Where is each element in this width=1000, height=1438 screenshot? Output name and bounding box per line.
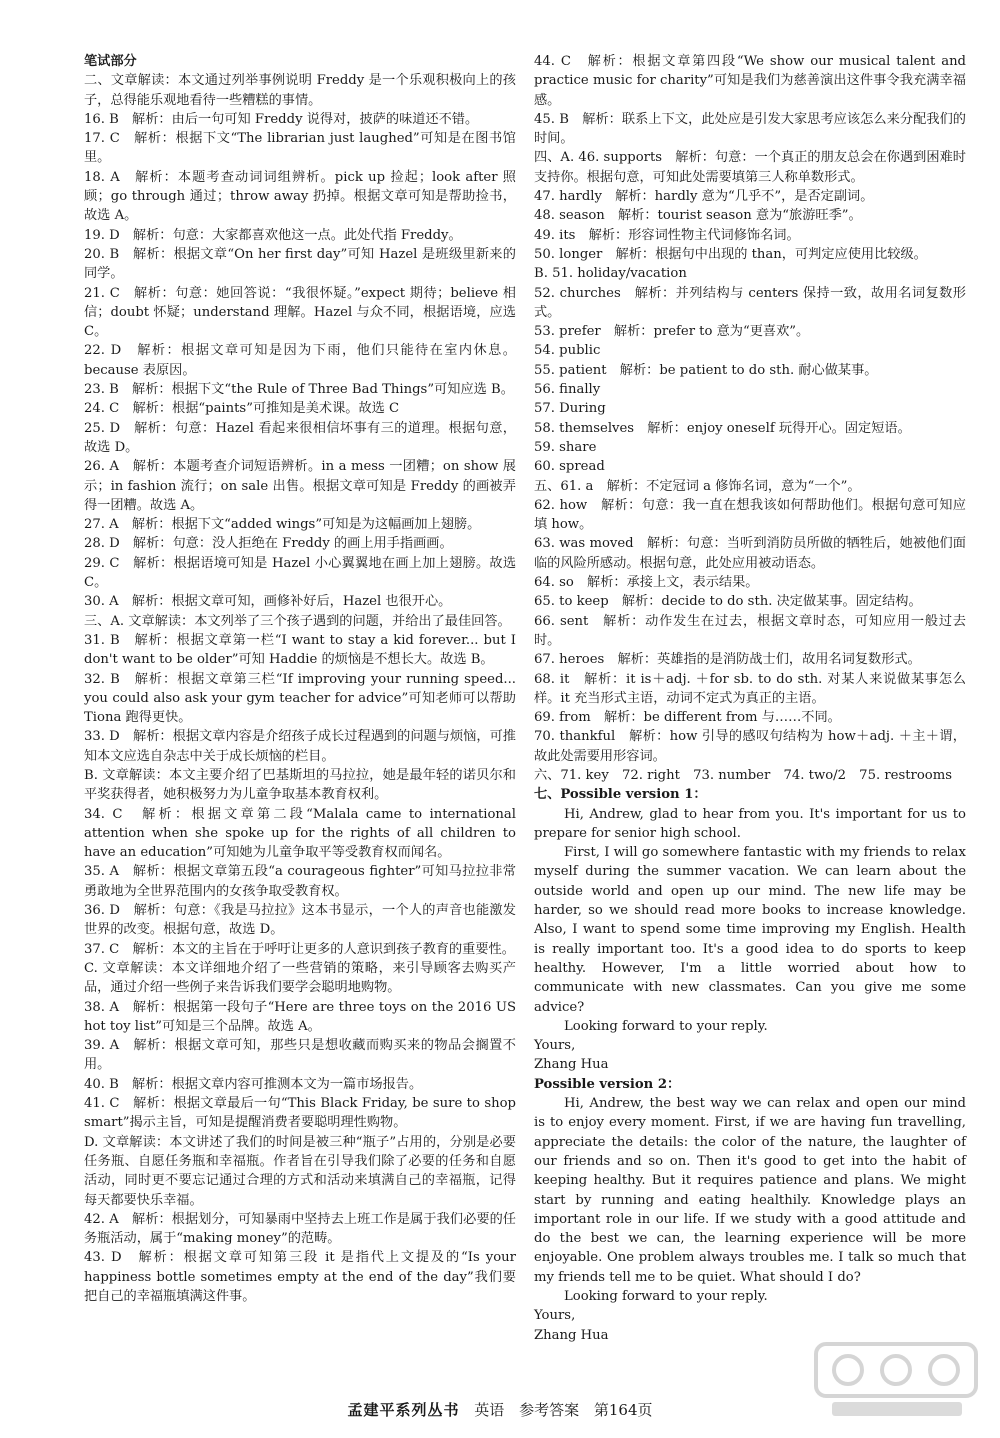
right-paragraph: 63. was moved 解析：句意：当听到消防员所做的牺牲后，她被他们面临的风险所感动。根据句意，此处应用被动语态。: [534, 536, 966, 571]
right-paragraph: 65. to keep 解析：decide to do sth. 决定做某事。固定结构。: [534, 594, 922, 610]
left-paragraph: 二、文章解读：本文通过列举事例说明 Freddy 是一个乐观积极向上的孩子，总得能乐观地看待一些糟糕的事情。: [84, 73, 516, 108]
right-paragraph: 52. churches 解析：并列结构与 centers 保持一致，故用名词复数形式。: [534, 285, 966, 320]
right-paragraph: B. 51. holiday/vacation: [534, 266, 687, 282]
right-paragraph: 64. so 解析：承接上文，表示结果。: [534, 575, 759, 591]
right-paragraph: 54. public: [534, 343, 601, 359]
footer-series: 孟建平系列丛书: [347, 1401, 460, 1419]
left-paragraph: C. 文章解读：本文详细地介绍了一些营销的策略，来引导顾客去购买产品，通过介绍一些例子来告诉我们要学会聪明地购物。: [84, 960, 516, 996]
left-paragraph: 29. C 解析：根据语境可知是 Hazel 小心翼翼地在画上加上翅膀。故选 C。: [84, 555, 516, 591]
left-paragraph: 26. A 解析：本题考查介词短语辨析。in a mess 一团糟；on show 展示；in fashion 流行；on sale 出售。根据文章可知是 Freddy 的画被弄得一团糟。故选 A。: [84, 459, 516, 513]
left-paragraph: 18. A 解析：本题考查动词词组辨析。pick up 捡起；look after 照顾；go through 通过；throw away 扔掉。根据文章可知是帮助捡书，故选 A。: [84, 169, 516, 224]
right-paragraph: 45. B 解析：联系上下文，此处应是引发大家思考应该怎么来分配我们的时间。: [534, 111, 966, 147]
footer-section: 参考答案: [519, 1401, 580, 1419]
left-paragraph: 27. A 解析：根据下文“added wings”可知是为这幅画加上翅膀。: [84, 517, 481, 533]
right-paragraph: 50. longer 解析：根据句中出现的 than，可判定应使用比较级。: [534, 246, 927, 262]
left-paragraph: 31. B 解析：根据文章第一栏“I want to stay a kid forever... but I don't want to be older”可知 Haddie 的烦恼是不想长大。故选 B。: [84, 632, 516, 668]
right-paragraph: 47. hardly 解析：hardly 意为“几乎不”，是否定副词。: [534, 189, 874, 205]
left-paragraph: 41. C 解析：根据文章最后一句“This Black Friday, be sure to shop smart”揭示主旨，可知是提醒消费者要聪明理性购物。: [84, 1096, 516, 1131]
right-paragraph: 68. it 解析：it is＋adj. ＋for sb. to do sth. 对某人来说做某事怎么样。it 充当形式主语，动词不定式为真正的主语。: [534, 671, 966, 706]
left-paragraph: 36. D 解析：句意：《我是马拉拉》这本书显示，一个人的声音也能激发世界的改变。根据句意，故选 D。: [84, 903, 516, 938]
right-paragraph: 56. finally: [534, 382, 601, 398]
right-paragraph: 七、Possible version 1：: [534, 787, 707, 803]
right-paragraph: 70. thankful 解析：how 引导的感叹句结构为 how＋adj. ＋主＋谓，故此处需要用形容词。: [534, 729, 966, 764]
right-paragraph: Possible version 2：: [534, 1076, 681, 1092]
right-paragraph: Yours,: [534, 1038, 576, 1054]
right-paragraph: 44. C 解析：根据文章第四段“We show our musical talent and practice music for charity”可知是我们为慈善演出这件事令我充满幸福感。: [534, 54, 966, 108]
right-paragraph: Zhang Hua: [534, 1327, 609, 1343]
left-paragraph: 笔试部分: [84, 54, 137, 69]
right-paragraph: 58. themselves 解析：enjoy oneself 玩得开心。固定短语。: [534, 420, 911, 436]
right-paragraph: 六、71. key 72. right 73. number 74. two/2 75. restrooms: [534, 767, 952, 783]
right-paragraph: 53. prefer 解析：prefer to 意为“更喜欢”。: [534, 324, 810, 340]
right-paragraph: 66. sent 解析：动作发生在过去，根据文章时态，可知应用一般过去时。: [534, 613, 966, 648]
right-paragraph: Hi, Andrew, glad to hear from you. It's important for us to prepare for senior high school.: [534, 806, 966, 841]
right-paragraph: 49. its 解析：形容词性物主代词修饰名词。: [534, 227, 800, 243]
left-paragraph: 16. B 解析：由后一句可知 Freddy 说得对，披萨的味道还不错。: [84, 111, 479, 127]
left-paragraph: 38. A 解析：根据第一段句子“Here are three toys on the 2016 US hot toy list”可知是三个品牌。故选 A。: [84, 999, 516, 1034]
right-paragraph: Looking forward to your reply.: [564, 1289, 768, 1304]
right-paragraph: 五、61. a 解析：不定冠词 a 修饰名词，意为“一个”。: [534, 478, 861, 494]
left-paragraph: 33. D 解析：根据文章内容是介绍孩子成长过程遇到的问题与烦恼，可推知本文应选自杂志中关于成长烦恼的栏目。: [84, 729, 516, 764]
left-column: [84, 52, 516, 1306]
left-paragraph: 39. A 解析：根据文章可知，那些只是想收藏而购买来的物品会搁置不用。: [84, 1038, 516, 1073]
left-paragraph: 32. B 解析：根据文章第三栏“If improving your running speed... you could also ask your gym teacher for advice”可知老师可以帮助 Tiona 跑得更快。: [84, 671, 516, 726]
left-paragraph: 42. A 解析：根据划分，可知暴雨中坚持去上班工作是属于我们必要的任务瓶活动，属于“making money”的范畴。: [84, 1211, 516, 1247]
right-paragraph: Yours,: [534, 1308, 576, 1324]
left-paragraph: 21. C 解析：句意：她回答说：“我很怀疑。”expect 期待；believe 相信；doubt 怀疑；understand 理解。Hazel 与众不同，根据语境，应选 C。: [84, 285, 516, 340]
footer-page-number: 第164页: [593, 1401, 653, 1419]
left-paragraph: 43. D 解析：根据文章可知第三段 it 是指代上文提及的“Is your happiness bottle sometimes empty at the end of the day”我们要把自己的幸福瓶填满这件事。: [84, 1250, 516, 1304]
right-paragraph: 67. heroes 解析：英雄指的是消防战士们，故用名词复数形式。: [534, 652, 921, 668]
left-paragraph: 19. D 解析：句意：大家都喜欢他这一点。此处代指 Freddy。: [84, 227, 462, 243]
left-paragraph: 三、A. 文章解读：本文列举了三个孩子遇到的问题，并给出了最佳回答。: [84, 613, 511, 629]
right-paragraph: 57. During: [534, 401, 606, 417]
left-paragraph: B. 文章解读：本文主要介绍了巴基斯坦的马拉拉，她是最年轻的诺贝尔和平奖获得者，她积极努力为儿童争取基本教育权利。: [84, 767, 516, 803]
right-paragraph: First, I will go somewhere fantastic with my friends to relax myself during the summer vacation. We can learn about the outside world and open up our mind. The new life may be harder, so we should read more books to increase knowledge. Also, I want to spend some time improving my English. Health is really important too. It's a good idea to do sports to keep healthy. However, I'm a little worried about how to communicate with new classmates. Can you give me some advice?: [534, 845, 966, 1015]
left-paragraph: D. 文章解读：本文讲述了我们的时间是被三种“瓶子”占用的，分别是必要任务瓶、自愿任务瓶和幸福瓶。作者旨在引导我们除了必要的任务和自愿活动，同时更不要忘记通过合理的方式和活动来填满自己的幸福瓶，记得每天都要快乐幸福。: [84, 1134, 516, 1208]
left-paragraph: 23. B 解析：根据下文“the Rule of Three Bad Things”可知应选 B。: [84, 382, 514, 398]
right-paragraph: Hi, Andrew, the best way we can relax and open our mind is to enjoy every moment. First, if we are having fun travelling, appreciate the details: the color of the nature, the laughter of our friends and so on. Then it's good to get into the habit of keeping healthy. But it requires patience and plans. We might start by running and eating healthily. Knowledge plays an important role in our life. If we study with a good attitude and do the best we can, the learning experience will be more enjoyable. One problem always troubles me. I talk so much that my friends tell me to be quiet. What should I do?: [534, 1096, 966, 1285]
left-paragraph: 34. C 解析：根据文章第二段“Malala came to international attention when she spoke up for the rights of all children to have an education”可知她为儿童争取平等受教育权而闻名。: [84, 806, 516, 861]
left-paragraph: 35. A 解析：根据文章第五段“a courageous fighter”可知马拉拉非常勇敢地为全世界范围内的女孩争取受教育权。: [84, 864, 516, 899]
left-paragraph: 28. D 解析：句意：没人拒绝在 Freddy 的画上用手指画画。: [84, 536, 453, 552]
right-paragraph: 62. how 解析：句意：我一直在想我该如何帮助他们。根据句意可知应填 how。: [534, 497, 966, 533]
right-paragraph: 48. season 解析：tourist season 意为“旅游旺季”。: [534, 208, 862, 224]
right-paragraph: 55. patient 解析：be patient to do sth. 耐心做某事。: [534, 362, 878, 378]
right-paragraph: 59. share: [534, 439, 597, 455]
watermark-logo-icon: [812, 1338, 982, 1424]
right-column: [534, 52, 966, 1345]
left-paragraph: 30. A 解析：根据文章可知，画修补好后，Hazel 也很开心。: [84, 594, 452, 610]
left-paragraph: 24. C 解析：根据“paints”可推知是美术课。故选 C: [84, 401, 400, 417]
left-paragraph: 20. B 解析：根据文章“On her first day”可知 Hazel 是班级里新来的同学。: [84, 246, 516, 282]
left-paragraph: 40. B 解析：根据文章内容可推测本文为一篇市场报告。: [84, 1076, 423, 1092]
left-paragraph: 22. D 解析：根据文章可知是因为下雨，他们只能待在室内休息。because 表原因。: [84, 343, 516, 378]
right-paragraph: 69. from 解析：be different from 与……不同。: [534, 710, 841, 726]
left-paragraph: 25. D 解析：句意：Hazel 看起来很相信坏事有三的道理。根据句意，故选 D。: [84, 420, 516, 455]
right-paragraph: 四、A. 46. supports 解析：句意：一个真正的朋友总会在你遇到困难时支持你。根据句意，可知此处需要填第三人称单数形式。: [534, 150, 966, 185]
right-paragraph: Zhang Hua: [534, 1057, 609, 1073]
left-paragraph: 37. C 解析：本文的主旨在于呼吁让更多的人意识到孩子教育的重要性。: [84, 941, 515, 957]
right-paragraph: Looking forward to your reply.: [564, 1018, 768, 1034]
left-paragraph: 17. C 解析：根据下文“The librarian just laughed”可知是在图书馆里。: [84, 131, 516, 166]
right-paragraph: 60. spread: [534, 459, 605, 475]
footer-subject: 英语: [474, 1401, 505, 1419]
